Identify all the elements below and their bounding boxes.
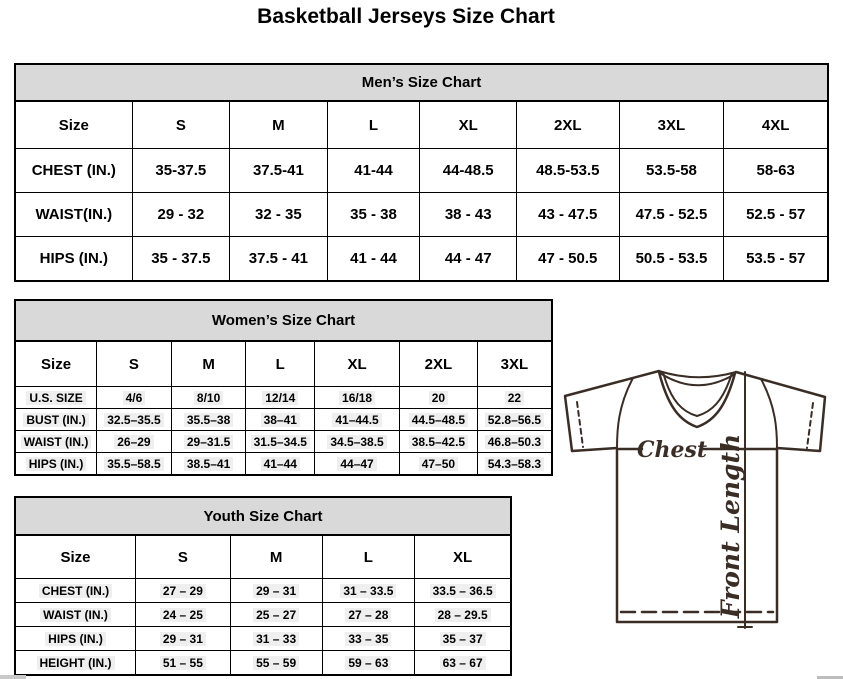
size-value: 47 - 50.5 — [538, 250, 598, 267]
size-value: 35.5–38 — [184, 413, 233, 427]
youth-size-chart-table — [14, 496, 512, 676]
page-title: Basketball Jerseys Size Chart — [257, 5, 555, 28]
size-value: 34.5–38.5 — [327, 435, 386, 449]
size-value: 38.5–42.5 — [409, 435, 468, 449]
column-header: S — [97, 341, 172, 387]
right-armhole-seam-icon — [761, 379, 777, 448]
size-value: 51 – 55 — [160, 656, 206, 670]
table-row — [15, 651, 511, 676]
row-label: WAIST (IN.) — [40, 608, 111, 622]
collar-back-arc-icon — [659, 371, 736, 377]
table-row — [15, 453, 552, 476]
mens-size-chart-table — [14, 63, 829, 282]
right-cuff-dashed-line — [807, 403, 813, 448]
row-label: WAIST(IN.) — [35, 206, 113, 223]
size-value: 37.5 - 41 — [248, 250, 308, 267]
column-header: 2XL — [517, 101, 619, 149]
size-value: 28 – 29.5 — [435, 608, 491, 622]
column-header: XL — [315, 341, 400, 387]
size-value: 48.5-53.5 — [536, 162, 600, 179]
size-value: 35 - 38 — [350, 206, 397, 223]
size-value: 8/10 — [194, 391, 223, 405]
size-value: 4/6 — [123, 391, 146, 405]
column-header: 3XL — [619, 101, 724, 149]
left-armhole-seam-icon — [617, 378, 633, 448]
size-value: 38 - 43 — [444, 206, 492, 223]
table-row — [15, 149, 828, 193]
size-value: 26–29 — [114, 435, 153, 449]
size-value: 41-44 — [354, 162, 393, 179]
column-header: S — [136, 535, 231, 579]
size-value: 22 — [505, 391, 524, 405]
table-row — [15, 579, 511, 603]
column-header: L — [322, 535, 415, 579]
size-value: 35 - 37.5 — [151, 250, 211, 267]
column-header: M — [171, 341, 246, 387]
size-value: 33 – 35 — [345, 632, 391, 646]
size-value: 41–44.5 — [332, 413, 381, 427]
column-header: XL — [415, 535, 511, 579]
column-header: L — [327, 101, 420, 149]
size-value: 32 - 35 — [255, 206, 302, 223]
column-header: M — [230, 101, 328, 149]
size-value: 52.5 - 57 — [746, 206, 806, 223]
size-value: 35 – 37 — [440, 632, 486, 646]
womens-size-chart-table — [14, 299, 553, 476]
table-row — [15, 193, 828, 237]
size-value: 37.5-41 — [252, 162, 304, 179]
chest-label: Chest — [636, 437, 708, 463]
size-value: 12/14 — [262, 391, 298, 405]
chart-title: Men’s Size Chart — [15, 64, 828, 101]
row-label: HIPS (IN.) — [45, 632, 106, 646]
size-value: 29 - 32 — [157, 206, 205, 223]
row-label: WAIST (IN.) — [21, 435, 92, 449]
size-value: 52.8–56.5 — [485, 413, 544, 427]
size-value: 31 – 33 — [253, 632, 299, 646]
column-header: Size — [15, 341, 97, 387]
size-value: 50.5 - 53.5 — [635, 250, 708, 267]
size-value: 20 — [429, 391, 448, 405]
size-value: 38–41 — [261, 413, 300, 427]
column-header: XL — [420, 101, 517, 149]
column-header: Size — [15, 535, 136, 579]
jersey-measurement-diagram — [555, 360, 843, 660]
size-value: 29–31.5 — [184, 435, 233, 449]
left-cuff-dashed-line — [577, 402, 583, 447]
size-value: 41–44 — [261, 457, 300, 471]
size-value: 55 – 59 — [253, 656, 299, 670]
size-value: 58-63 — [756, 162, 795, 179]
cutoff-ui-fragment-left — [0, 675, 26, 679]
row-label: CHEST (IN.) — [31, 162, 116, 179]
row-label: BUST (IN.) — [23, 413, 88, 427]
size-value: 53.5 - 57 — [746, 250, 806, 267]
column-header: S — [132, 101, 230, 149]
size-value: 31.5–34.5 — [251, 435, 310, 449]
size-value: 46.8–50.3 — [485, 435, 544, 449]
size-value: 47.5 - 52.5 — [635, 206, 708, 223]
row-label: U.S. SIZE — [26, 391, 85, 405]
size-value: 35.5–58.5 — [104, 457, 163, 471]
chart-title: Women’s Size Chart — [15, 300, 552, 341]
size-value: 47–50 — [419, 457, 458, 471]
size-value: 35-37.5 — [155, 162, 207, 179]
size-value: 54.3–58.3 — [485, 457, 544, 471]
size-value: 32.5–35.5 — [104, 413, 163, 427]
size-value: 31 – 33.5 — [340, 584, 396, 598]
size-value: 59 – 63 — [345, 656, 391, 670]
table-row — [15, 431, 552, 453]
size-value: 44–47 — [337, 457, 376, 471]
size-value: 44 - 47 — [444, 250, 492, 267]
front-length-label: Front Length — [716, 433, 745, 619]
column-header: Size — [15, 101, 132, 149]
row-label: HIPS (IN.) — [26, 457, 87, 471]
size-value: 25 – 27 — [253, 608, 299, 622]
column-header: M — [230, 535, 322, 579]
size-value: 38.5–41 — [184, 457, 233, 471]
size-value: 27 – 29 — [160, 584, 206, 598]
size-value: 43 - 47.5 — [538, 206, 598, 223]
size-value: 44-48.5 — [442, 162, 494, 179]
row-label: HIPS (IN.) — [39, 250, 108, 267]
size-value: 33.5 – 36.5 — [430, 584, 496, 598]
row-label: HEIGHT (IN.) — [37, 656, 115, 670]
column-header: 4XL — [724, 101, 828, 149]
size-value: 16/18 — [339, 391, 375, 405]
row-label: CHEST (IN.) — [39, 584, 112, 598]
table-row — [15, 409, 552, 431]
column-header: 3XL — [477, 341, 552, 387]
table-row — [15, 627, 511, 651]
size-value: 24 – 25 — [160, 608, 206, 622]
jersey-outline-icon — [565, 371, 825, 622]
chart-title: Youth Size Chart — [15, 497, 511, 535]
size-value: 27 – 28 — [345, 608, 391, 622]
table-row — [15, 387, 552, 409]
table-row — [15, 237, 828, 282]
table-row — [15, 603, 511, 627]
size-value: 41 - 44 — [350, 250, 397, 267]
size-value: 53.5-58 — [646, 162, 697, 179]
column-header: L — [246, 341, 315, 387]
size-value: 63 – 67 — [440, 656, 486, 670]
column-header: 2XL — [399, 341, 477, 387]
size-value: 29 – 31 — [253, 584, 299, 598]
size-value: 44.5–48.5 — [409, 413, 468, 427]
size-value: 29 – 31 — [160, 632, 206, 646]
